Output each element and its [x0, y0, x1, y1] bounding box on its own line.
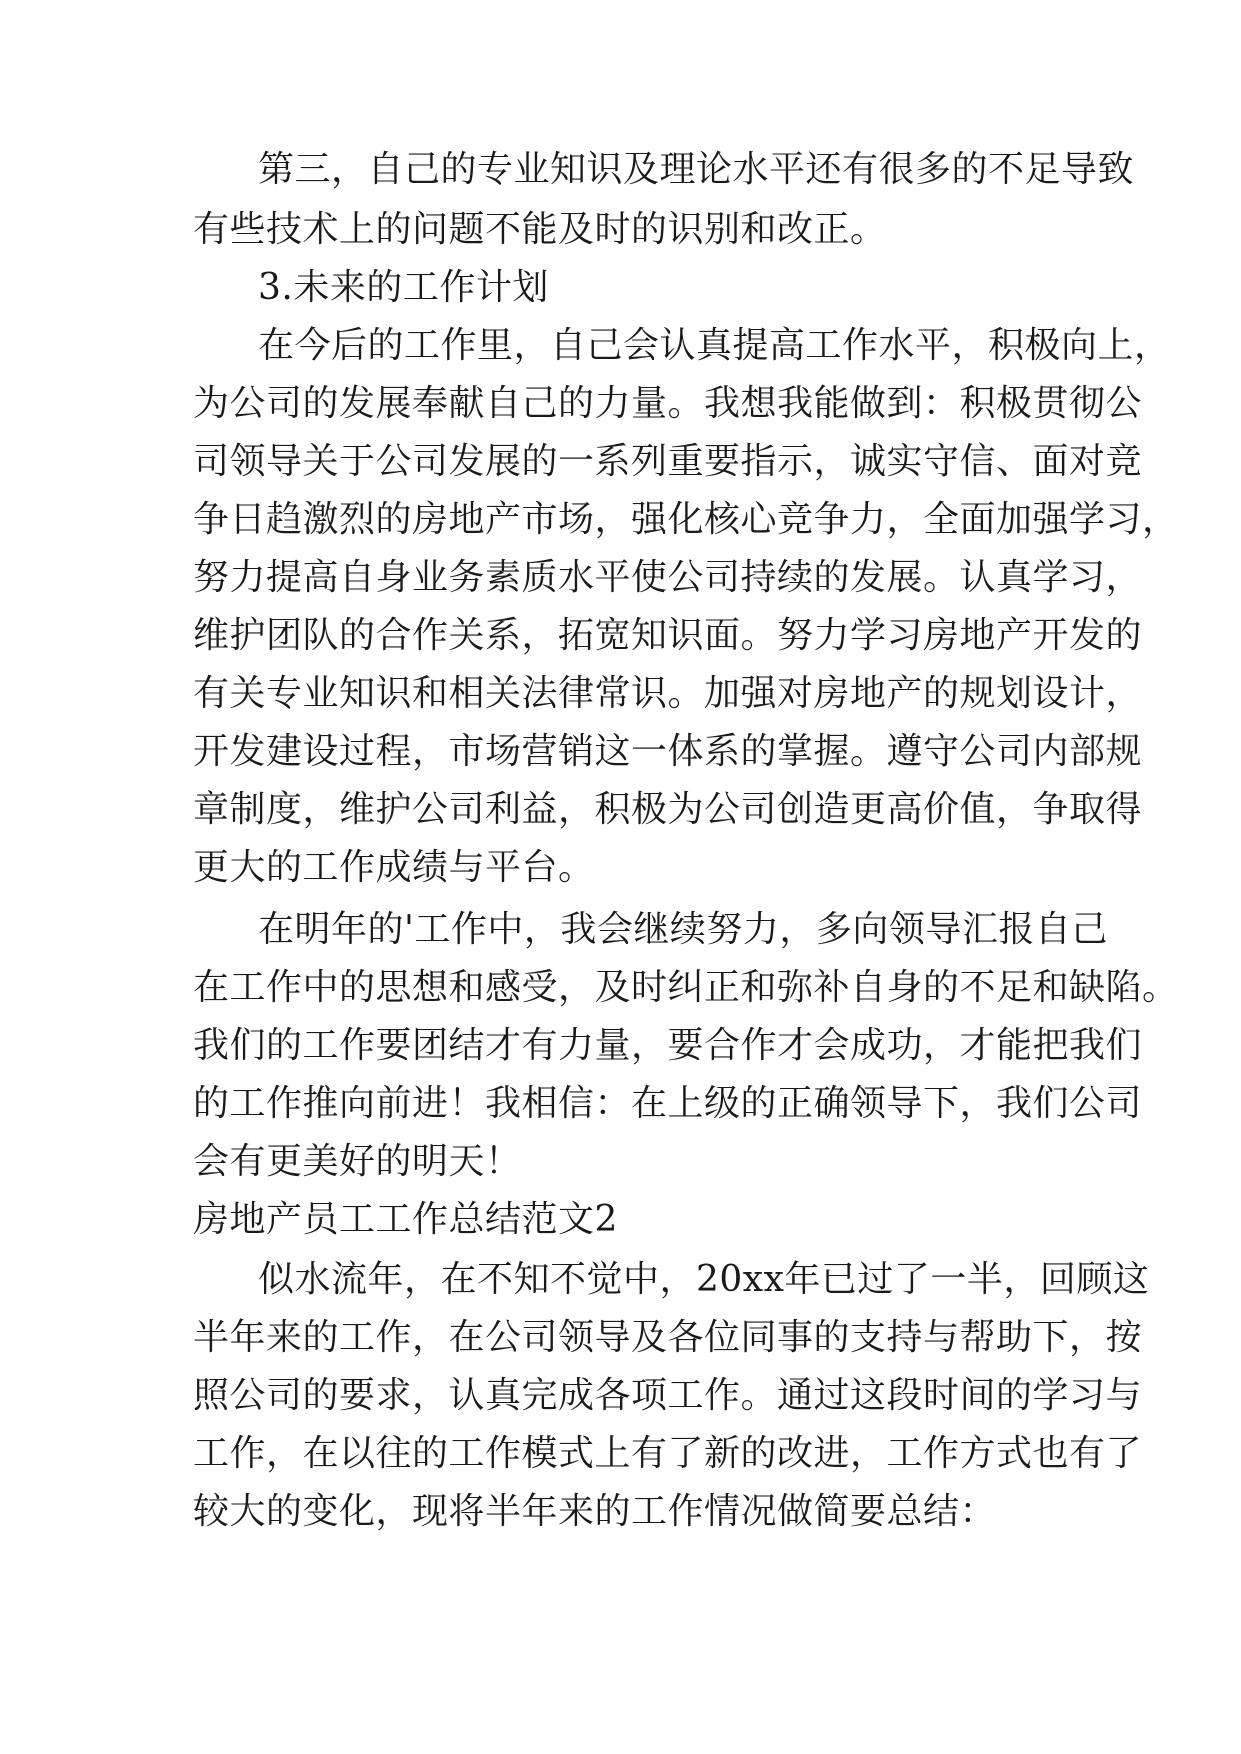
paragraph-line: 似水流年，在不知不觉中，20xx年已过了一半，回顾这 — [258, 1259, 1150, 1300]
paragraph-line: 有关专业知识和相关法律常识。加强对房地产的规划设计， — [193, 673, 1143, 714]
paragraph-line: 在明年的'工作中，我会继续努力，多向领导汇报自己 — [258, 909, 1108, 950]
document-subtitle: 房地产员工工作总结范文2 — [193, 1199, 618, 1240]
paragraph-line: 会有更美好的明天！ — [193, 1141, 522, 1182]
paragraph-line: 章制度，维护公司利益，积极为公司创造更高价值，争取得 — [193, 789, 1143, 830]
paragraph-line: 维护团队的合作关系，拓宽知识面。努力学习房地产开发的 — [193, 615, 1143, 656]
paragraph-line: 司领导关于公司发展的一系列重要指示，诚实守信、面对竞 — [193, 441, 1143, 482]
paragraph-line: 在今后的工作里，自己会认真提高工作水平，积极向上， — [258, 325, 1171, 366]
paragraph-line: 为公司的发展奉献自己的力量。我想我能做到：积极贯彻公 — [193, 383, 1143, 424]
paragraph-line: 工作，在以往的工作模式上有了新的改进，工作方式也有了 — [193, 1433, 1143, 1474]
paragraph-line: 照公司的要求，认真完成各项工作。通过这段时间的学习与 — [193, 1375, 1143, 1416]
paragraph-line: 开发建设过程，市场营销这一体系的掌握。遵守公司内部规 — [193, 731, 1143, 772]
paragraph-line: 的工作推向前进！我相信：在上级的正确领导下，我们公司 — [193, 1083, 1143, 1124]
paragraph-line: 第三，自己的专业知识及理论水平还有很多的不足导致 — [258, 149, 1135, 190]
paragraph-line: 半年来的工作，在公司领导及各位同事的支持与帮助下，按 — [193, 1317, 1143, 1358]
paragraph-line: 努力提高自身业务素质水平使公司持续的发展。认真学习， — [193, 557, 1143, 598]
paragraph-line: 更大的工作成绩与平台。 — [193, 847, 595, 888]
paragraph-line: 争日趋激烈的房地产市场，强化核心竞争力，全面加强学习， — [193, 499, 1179, 540]
section-heading: 3.未来的工作计划 — [258, 267, 549, 308]
paragraph-line: 我们的工作要团结才有力量，要合作才会成功，才能把我们 — [193, 1025, 1143, 1066]
paragraph-line: 在工作中的思想和感受，及时纠正和弥补自身的不足和缺陷。 — [193, 967, 1179, 1008]
paragraph-line: 有些技术上的问题不能及时的识别和改正。 — [193, 209, 887, 250]
paragraph-line: 较大的变化，现将半年来的工作情况做简要总结： — [193, 1491, 997, 1532]
